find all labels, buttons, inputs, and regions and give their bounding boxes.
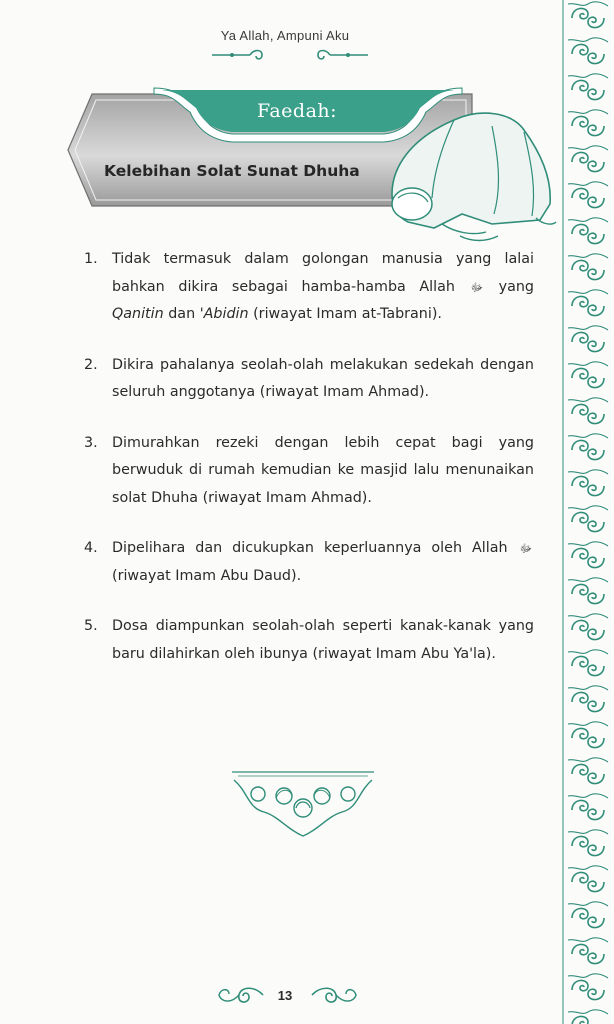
benefit-list	[84, 246, 534, 668]
list-item: 4. Dipelihara dan dicukupkan keperluannya oleh Allah ﷻ (riwayat Imam Abu Daud).	[84, 535, 534, 590]
list-item: 5. Dosa diampunkan seolah-olah seperti kanak-kanak yang baru dilahirkan oleh ibunya (riwayat Imam Abu Ya'la).	[84, 613, 534, 668]
item-number: 3.	[84, 434, 98, 451]
running-header: Ya Allah, Ampuni Aku	[220, 28, 350, 43]
item-number: 4.	[84, 540, 98, 556]
item-number: 2.	[84, 356, 98, 373]
banner-subtitle: Kelebihan Solat Sunat Dhuha	[104, 162, 360, 180]
header-flourish-left-icon	[210, 48, 270, 62]
page-number: 13	[277, 988, 293, 1003]
banner-title: Faedah:	[256, 100, 338, 122]
ornamental-border	[562, 0, 614, 1024]
arabesque-divider-icon	[228, 768, 378, 840]
item-number: 1.	[84, 251, 98, 267]
footer-flourish-left-icon	[215, 982, 265, 1008]
list-item: 3. Dimurahkan rezeki dengan lebih cepat bagi yang berwuduk di rumah kemudian ke masjid lalu menunaikan solat Dhuha (riwayat Imam Ahmad).	[84, 430, 534, 513]
item-number: 5.	[84, 618, 98, 634]
list-item: 2. Dikira pahalanya seolah-olah melakukan sedekah dengan seluruh anggotanya (riwayat Imam Ahmad).	[84, 352, 534, 407]
allah-honorific-glyph: ﷻ	[519, 542, 533, 555]
list-item: 1. Tidak termasuk dalam golongan manusia yang lalai bahkan dikira sebagai hamba-hamba Allah ﷻ yang Qanitin dan 'Abidin (riwayat Imam at-Tabrani).	[84, 246, 534, 329]
footer-flourish-right-icon	[310, 982, 360, 1008]
header-flourish-right-icon	[310, 48, 370, 62]
allah-honorific-glyph: ﷻ	[470, 280, 484, 294]
